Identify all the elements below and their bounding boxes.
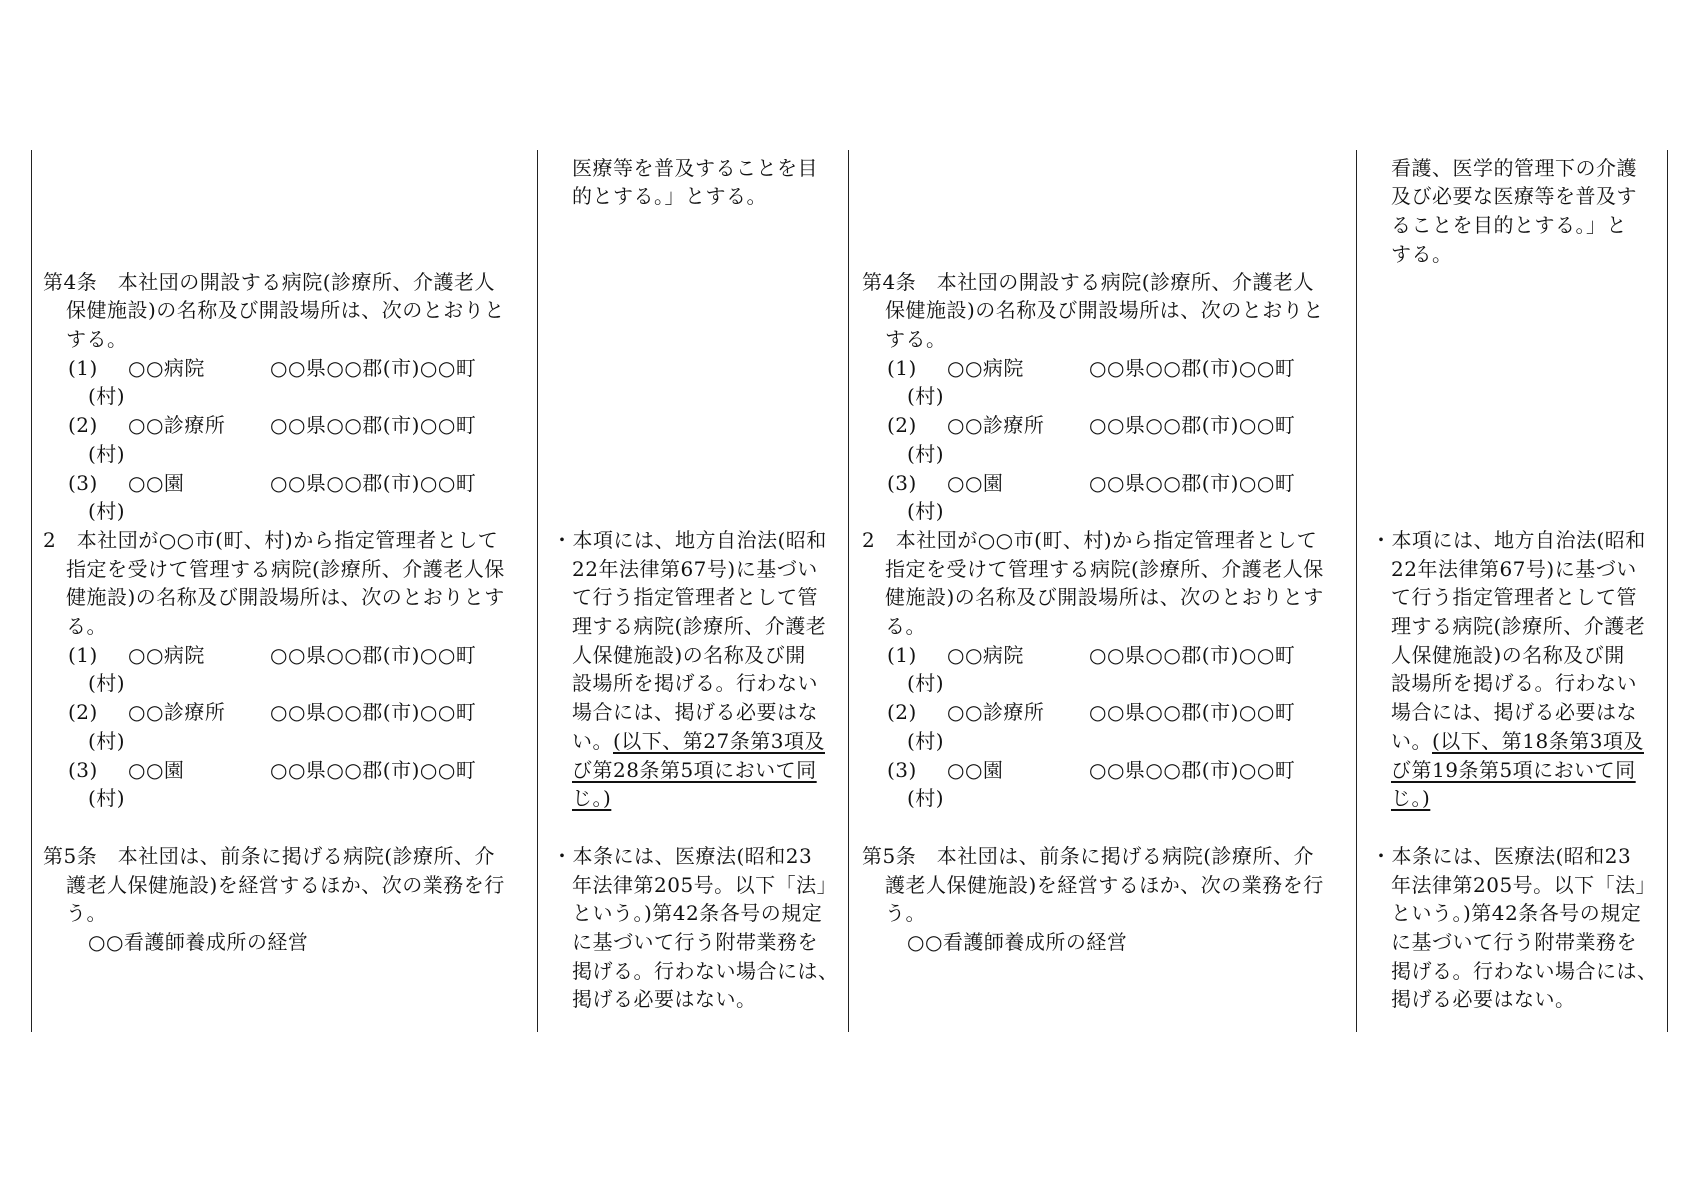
right-art4-line2: 保健施設)の名称及び開設場所は、次のとおりと — [885, 298, 1324, 322]
item-name: ○○病院 — [128, 643, 205, 667]
item-number: (2) — [68, 700, 98, 724]
right-art4-p2-line1: 2 本社団が○○市(町、村)から指定管理者として — [862, 528, 1318, 552]
right-art5-line3: う。 — [885, 901, 926, 925]
note1-a-line5: 人保健施設)の名称及び開 — [572, 643, 806, 667]
item-number: (2) — [887, 700, 917, 724]
item-name: ○○園 — [947, 758, 1004, 782]
item-address: ○○県○○郡(市)○○町 — [1089, 413, 1296, 437]
item-name: ○○診療所 — [947, 413, 1045, 437]
note2-a-line8 — [1391, 727, 1644, 756]
note1-a-line4: 理する病院(診療所、介護老 — [572, 614, 827, 638]
note2-b-line6: 掲げる必要はない。 — [1391, 987, 1576, 1011]
item-address-cont: (村) — [907, 786, 945, 810]
item-name: ○○園 — [128, 758, 185, 782]
item-address-cont: (村) — [88, 671, 126, 695]
item-address-cont: (村) — [907, 671, 945, 695]
item-address-cont: (村) — [88, 499, 126, 523]
note2-b-line4: に基づいて行う附帯業務を — [1391, 930, 1637, 954]
left-art5-line2: 護老人保健施設)を経営するほか、次の業務を行 — [66, 873, 505, 897]
note1-a-line10: じ。) — [572, 786, 612, 810]
note1-a-line8-plain: い。 — [572, 729, 613, 753]
note1-a-line8 — [572, 727, 825, 756]
item-address-cont: (村) — [907, 442, 945, 466]
item-address: ○○県○○郡(市)○○町 — [270, 700, 477, 724]
right-art4-p2-line4: る。 — [885, 614, 926, 638]
item-address: ○○県○○郡(市)○○町 — [1089, 471, 1296, 495]
left-art4-p2-line2: 指定を受けて管理する病院(診療所、介護老人保 — [66, 557, 505, 581]
note2-a-line1: ・本項には、地方自治法(昭和 — [1371, 528, 1646, 552]
item-name: ○○病院 — [128, 356, 205, 380]
note1-top-line2: 的とする。」とする。 — [572, 184, 767, 208]
note1-b-line5: 掲げる。行わない場合には、 — [572, 959, 839, 983]
note2-a-line4: 理する病院(診療所、介護老 — [1391, 614, 1646, 638]
item-address-cont: (村) — [88, 729, 126, 753]
right-art5-line2: 護老人保健施設)を経営するほか、次の業務を行 — [885, 873, 1324, 897]
right-art5-line4: ○○看護師養成所の経営 — [907, 930, 1128, 954]
note1-a-line2: 22年法律第67号)に基づい — [572, 557, 818, 581]
item-address-cont: (村) — [907, 384, 945, 408]
note1-a-line7: 場合には、掲げる必要はな — [572, 700, 818, 724]
right-art4-p2-line2: 指定を受けて管理する病院(診療所、介護老人保 — [885, 557, 1324, 581]
item-name: ○○診療所 — [128, 700, 226, 724]
note2-top-line1: 看護、医学的管理下の介護 — [1391, 156, 1637, 180]
item-number: (1) — [68, 356, 98, 380]
note2-a-line5: 人保健施設)の名称及び開 — [1391, 643, 1625, 667]
item-name: ○○園 — [947, 471, 1004, 495]
note2-b-line1: ・本条には、医療法(昭和23 — [1371, 844, 1632, 868]
note1-top-line1: 医療等を普及することを目 — [572, 156, 818, 180]
note1-a-line8-underlined: (以下、第27条第3項及 — [613, 729, 825, 753]
item-number: (1) — [68, 643, 98, 667]
left-art4-p2-line3: 健施設)の名称及び開設場所は、次のとおりとす — [66, 585, 505, 609]
left-art4-p2-line4: る。 — [66, 614, 107, 638]
note2-top-line2: 及び必要な医療等を普及す — [1391, 184, 1637, 208]
item-address: ○○県○○郡(市)○○町 — [1089, 700, 1296, 724]
left-art5-line3: う。 — [66, 901, 107, 925]
left-art5-line1: 第5条 本社団は、前条に掲げる病院(診療所、介 — [43, 844, 496, 868]
item-address-cont: (村) — [88, 442, 126, 466]
item-number: (1) — [887, 356, 917, 380]
left-art4-line1: 第4条 本社団の開設する病院(診療所、介護老人 — [43, 270, 496, 294]
item-address-cont: (村) — [907, 499, 945, 523]
item-address: ○○県○○郡(市)○○町 — [270, 471, 477, 495]
left-art4-line2: 保健施設)の名称及び開設場所は、次のとおりと — [66, 298, 505, 322]
item-name: ○○診療所 — [947, 700, 1045, 724]
note2-b-line3: という。)第42条各号の規定 — [1391, 901, 1642, 925]
note2-top-line3: ることを目的とする。」と — [1391, 213, 1627, 237]
right-art4-line1: 第4条 本社団の開設する病院(診療所、介護老人 — [862, 270, 1315, 294]
note1-b-line4: に基づいて行う附帯業務を — [572, 930, 818, 954]
column-rule-4 — [1356, 150, 1357, 1032]
item-name: ○○病院 — [947, 356, 1024, 380]
note1-b-line1: ・本条には、医療法(昭和23 — [552, 844, 813, 868]
note1-a-line6: 設場所を掲げる。行わない — [572, 671, 818, 695]
note1-a-line3: て行う指定管理者として管 — [572, 585, 818, 609]
note2-a-line10: じ。) — [1391, 786, 1431, 810]
note2-a-line3: て行う指定管理者として管 — [1391, 585, 1637, 609]
left-art4-p2-line1: 2 本社団が○○市(町、村)から指定管理者として — [43, 528, 499, 552]
note2-b-line2: 年法律第205号。以下「法」 — [1391, 873, 1657, 897]
note2-a-line8-underlined: (以下、第18条第3項及 — [1432, 729, 1644, 753]
item-number: (2) — [887, 413, 917, 437]
item-address: ○○県○○郡(市)○○町 — [270, 643, 477, 667]
left-art4-line3: する。 — [66, 327, 128, 351]
column-rule-3 — [848, 150, 849, 1032]
item-name: ○○園 — [128, 471, 185, 495]
item-address: ○○県○○郡(市)○○町 — [270, 356, 477, 380]
item-address: ○○県○○郡(市)○○町 — [1089, 643, 1296, 667]
left-art5-line4: ○○看護師養成所の経営 — [88, 930, 309, 954]
note1-a-line9: び第28条第5項において同 — [572, 758, 817, 782]
item-name: ○○診療所 — [128, 413, 226, 437]
item-number: (3) — [887, 758, 917, 782]
item-name: ○○病院 — [947, 643, 1024, 667]
item-address: ○○県○○郡(市)○○町 — [270, 758, 477, 782]
column-rule-5 — [1667, 150, 1668, 1032]
note2-a-line2: 22年法律第67号)に基づい — [1391, 557, 1637, 581]
column-rule-2 — [537, 150, 538, 1032]
item-number: (3) — [887, 471, 917, 495]
note2-a-line8-plain: い。 — [1391, 729, 1432, 753]
item-number: (3) — [68, 471, 98, 495]
item-address: ○○県○○郡(市)○○町 — [1089, 356, 1296, 380]
item-number: (2) — [68, 413, 98, 437]
right-art5-line1: 第5条 本社団は、前条に掲げる病院(診療所、介 — [862, 844, 1315, 868]
note2-b-line5: 掲げる。行わない場合には、 — [1391, 959, 1658, 983]
item-number: (1) — [887, 643, 917, 667]
item-address-cont: (村) — [88, 384, 126, 408]
note2-a-line7: 場合には、掲げる必要はな — [1391, 700, 1637, 724]
note1-a-line1: ・本項には、地方自治法(昭和 — [552, 528, 827, 552]
note2-a-line9: び第19条第5項において同 — [1391, 758, 1636, 782]
column-rule-1 — [31, 150, 32, 1032]
item-address-cont: (村) — [907, 729, 945, 753]
item-number: (3) — [68, 758, 98, 782]
note2-a-line6: 設場所を掲げる。行わない — [1391, 671, 1637, 695]
note2-top-line4: する。 — [1391, 242, 1453, 266]
right-art4-line3: する。 — [885, 327, 947, 351]
right-art4-p2-line3: 健施設)の名称及び開設場所は、次のとおりとす — [885, 585, 1324, 609]
item-address-cont: (村) — [88, 786, 126, 810]
note1-b-line2: 年法律第205号。以下「法」 — [572, 873, 838, 897]
note1-b-line3: という。)第42条各号の規定 — [572, 901, 823, 925]
item-address: ○○県○○郡(市)○○町 — [1089, 758, 1296, 782]
note1-b-line6: 掲げる必要はない。 — [572, 987, 757, 1011]
item-address: ○○県○○郡(市)○○町 — [270, 413, 477, 437]
